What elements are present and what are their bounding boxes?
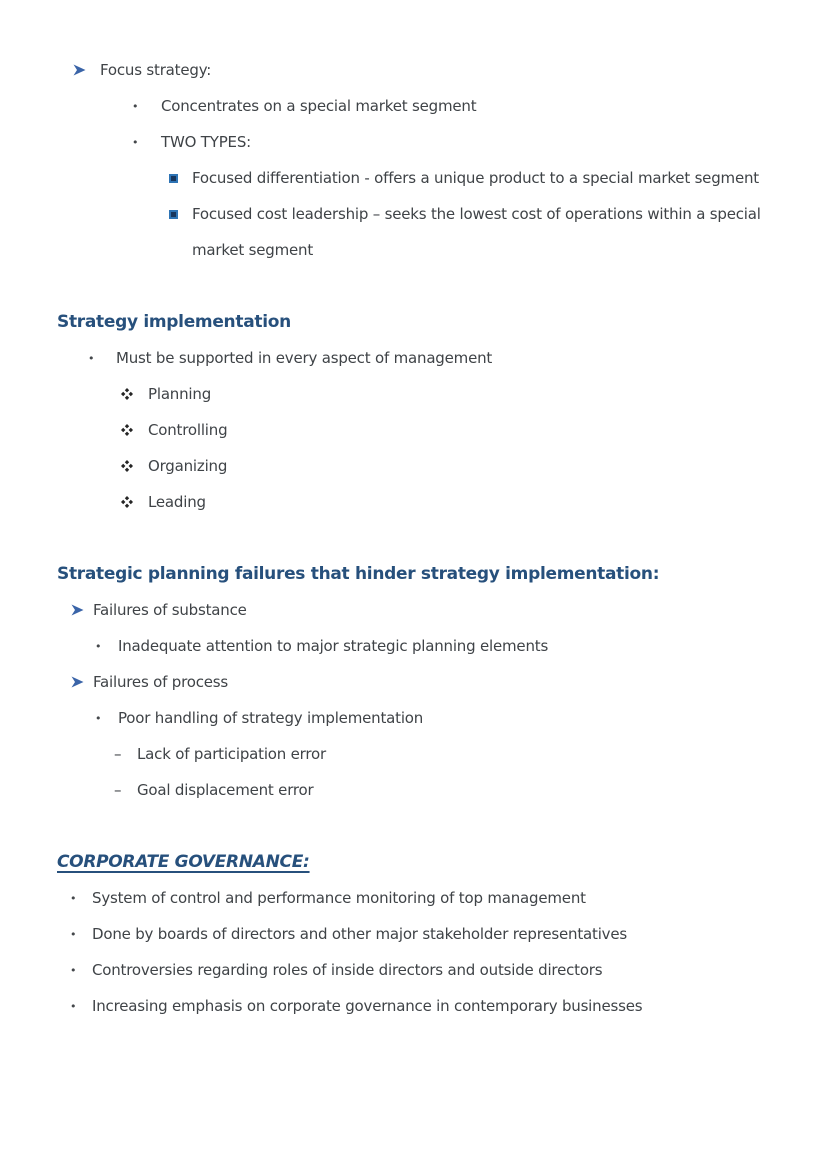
- arrow-bullet-icon: [73, 52, 100, 88]
- list-item: [0, 988, 770, 1024]
- dot-bullet-icon: •: [70, 999, 77, 1013]
- list-item: [0, 700, 770, 736]
- list-item: [0, 484, 770, 520]
- list-item-text: Controversies regarding roles of inside directors and outside directors: [92, 961, 603, 979]
- square-bullet-icon: [169, 160, 192, 196]
- list-item: [0, 340, 770, 376]
- section-heading: CORPORATE GOVERNANCE:: [57, 852, 310, 872]
- dot-bullet-icon: •: [70, 891, 77, 905]
- list-item-text: Failures of process: [93, 673, 229, 691]
- list-item: [0, 412, 770, 448]
- list-item: [0, 664, 770, 700]
- document-section: [0, 304, 770, 520]
- list-item: [0, 88, 770, 124]
- list-item: [0, 952, 770, 988]
- dot-bullet-icon: •: [88, 351, 95, 365]
- diamond-bullet-icon: [121, 484, 148, 520]
- list-item-text: Inadequate attention to major strategic planning elements: [118, 637, 549, 655]
- arrow-bullet-icon: [71, 664, 93, 700]
- list-item: [0, 916, 770, 952]
- list-item-text: Leading: [148, 493, 206, 511]
- dot-bullet-icon: •: [95, 711, 102, 725]
- section-heading: Strategic planning failures that hinder strategy implementation:: [57, 564, 660, 584]
- list-item: [0, 52, 770, 88]
- list-item-text: Goal displacement error: [137, 781, 314, 799]
- list-item-text: Must be supported in every aspect of management: [116, 349, 493, 367]
- dot-bullet-icon: •: [70, 927, 77, 941]
- list-item-text: Focus strategy:: [100, 61, 212, 79]
- list-item: [0, 376, 770, 412]
- list-item-text: Poor handling of strategy implementation: [118, 709, 424, 727]
- list-item-text: TWO TYPES:: [161, 133, 251, 151]
- list-item-text: Controlling: [148, 421, 228, 439]
- dash-bullet-icon: –: [114, 745, 122, 763]
- diamond-bullet-icon: [121, 376, 148, 412]
- dot-bullet-icon: •: [132, 99, 139, 113]
- list-item: [0, 772, 770, 808]
- list-item-text: Focused differentiation - offers a unique product to a special market segment: [192, 169, 759, 187]
- list-item-text: Increasing emphasis on corporate governance in contemporary businesses: [92, 997, 643, 1015]
- list-item: [0, 592, 770, 628]
- list-item: [0, 124, 770, 160]
- list-item-text: Lack of participation error: [137, 745, 326, 763]
- list-item-text: System of control and performance monitoring of top management: [92, 889, 586, 907]
- list-item: [0, 448, 770, 484]
- arrow-bullet-icon: [71, 592, 93, 628]
- list-item: [0, 160, 770, 196]
- dot-bullet-icon: •: [70, 963, 77, 977]
- dash-bullet-icon: –: [114, 781, 122, 799]
- section-heading: Strategy implementation: [57, 312, 291, 332]
- list-item-text: Focused cost leadership – seeks the lowest cost of operations within a special market segment: [192, 205, 761, 259]
- list-item: [0, 196, 770, 268]
- document-section: [0, 52, 770, 268]
- list-item-text: Done by boards of directors and other major stakeholder representatives: [92, 925, 627, 943]
- list-item: [0, 628, 770, 664]
- square-bullet-icon: [169, 196, 192, 232]
- list-item: [0, 736, 770, 772]
- diamond-bullet-icon: [121, 412, 148, 448]
- list-item-text: Organizing: [148, 457, 228, 475]
- dot-bullet-icon: •: [95, 639, 102, 653]
- list-item: [0, 880, 770, 916]
- list-item-text: Failures of substance: [93, 601, 247, 619]
- diamond-bullet-icon: [121, 448, 148, 484]
- document-section: [0, 844, 770, 1024]
- list-item-text: Planning: [148, 385, 212, 403]
- document-section: [0, 556, 770, 808]
- list-item-text: Concentrates on a special market segment: [161, 97, 477, 115]
- dot-bullet-icon: •: [132, 135, 139, 149]
